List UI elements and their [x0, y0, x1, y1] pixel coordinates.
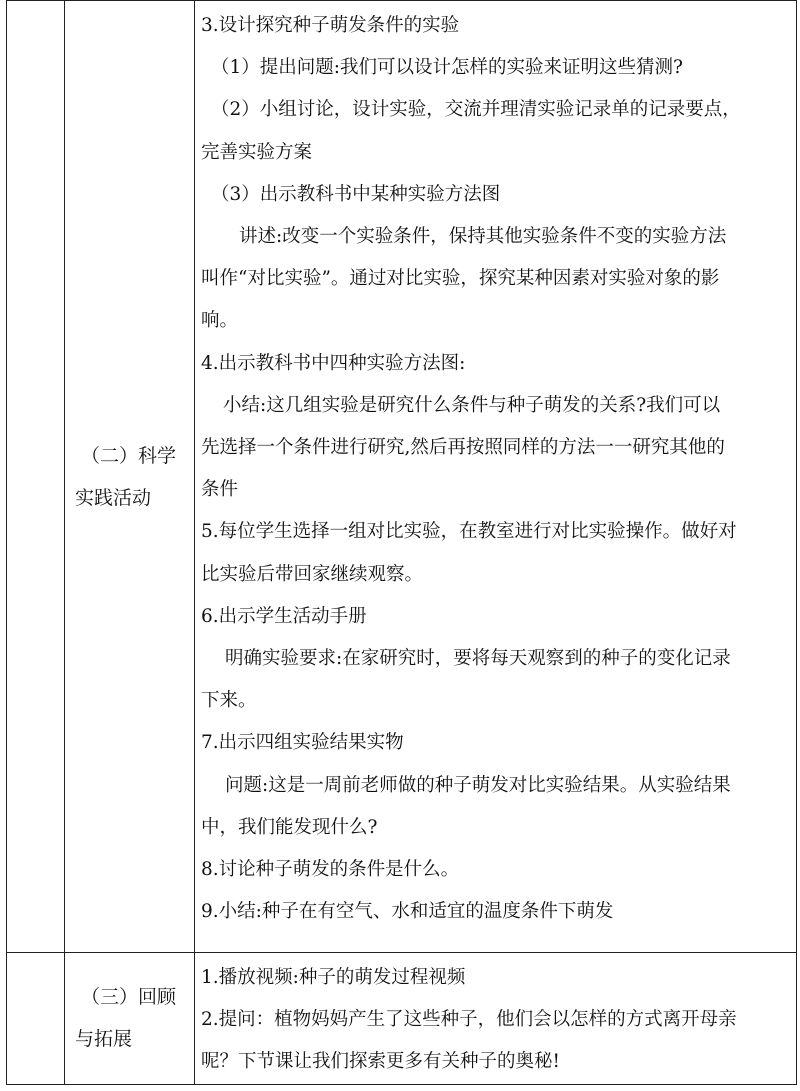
content-line: 比实验后带回家继续观察。	[201, 563, 424, 585]
content-line: 先选择一个条件进行研究,然后再按照同样的方法一一研究其他的	[201, 437, 725, 459]
content-line: 明确实验要求:在家研究时，要将每天观察到的种子的变化记录	[225, 648, 731, 670]
content-line: 5.每位学生选择一组对比实验，在教室进行对比实验操作。做好对	[201, 521, 737, 543]
lesson-plan-table	[6, 0, 797, 1085]
section-label-cell	[65, 953, 195, 1085]
content-line: 7.出示四组实验结果实物	[201, 732, 404, 754]
content-line: 9.小结:种子在有空气、水和适宜的温度条件下萌发	[201, 901, 614, 923]
content-line: 完善实验方案	[201, 141, 313, 163]
section-label-line: 与拓展	[75, 1028, 133, 1051]
content-line: 4.出示教科书中四种实验方法图:	[201, 352, 466, 374]
content-line: 呢？下节课让我们探索更多有关种子的奥秘!	[201, 1051, 560, 1073]
content-line: 问题:这是一周前老师做的种子萌发对比实验结果。从实验结果	[225, 774, 731, 796]
content-line: 讲述:改变一个实验条件，保持其他实验条件不变的实验方法	[239, 226, 727, 248]
content-line: 小结:这几组实验是研究什么条件与种子萌发的关系?我们可以	[223, 394, 721, 416]
table-row-review-extension	[7, 953, 797, 1085]
blank-cell	[7, 953, 65, 1085]
content-cell	[195, 1, 797, 953]
content-line: （3）出示教科书中某种实验方法图	[211, 183, 501, 205]
content-cell	[195, 953, 797, 1085]
content-line: （1）提出问题:我们可以设计怎样的实验来证明这些猜测?	[211, 57, 683, 79]
blank-cell	[7, 1, 65, 953]
section-label-line: （三）回顾	[81, 986, 177, 1009]
content-line: 条件	[201, 479, 239, 501]
content-line: 下来。	[201, 690, 257, 712]
content-line: 中，我们能发现什么?	[201, 816, 378, 838]
content-line: 2.提问：植物妈妈产生了这些种子，他们会以怎样的方式离开母亲	[201, 1009, 737, 1031]
section-label-cell	[65, 1, 195, 953]
content-line: 叫作“对比实验”。通过对比实验，探究某种因素对实验对象的影	[201, 268, 720, 290]
content-line: 3.设计探究种子萌发条件的实验	[201, 15, 460, 36]
table-row-science-practice	[7, 1, 797, 953]
content-line: 响。	[201, 310, 239, 332]
content-line: （2）小组讨论，设计实验，交流并理清实验记录单的记录要点，	[211, 99, 741, 121]
section-label-line: 实践活动	[75, 486, 152, 509]
content-line: 8.讨论种子萌发的条件是什么。	[201, 859, 460, 881]
content-line: 1.播放视频:种子的萌发过程视频	[201, 967, 466, 988]
content-line: 6.出示学生活动手册	[201, 605, 367, 627]
section-label-line: （二）科学	[81, 444, 177, 467]
